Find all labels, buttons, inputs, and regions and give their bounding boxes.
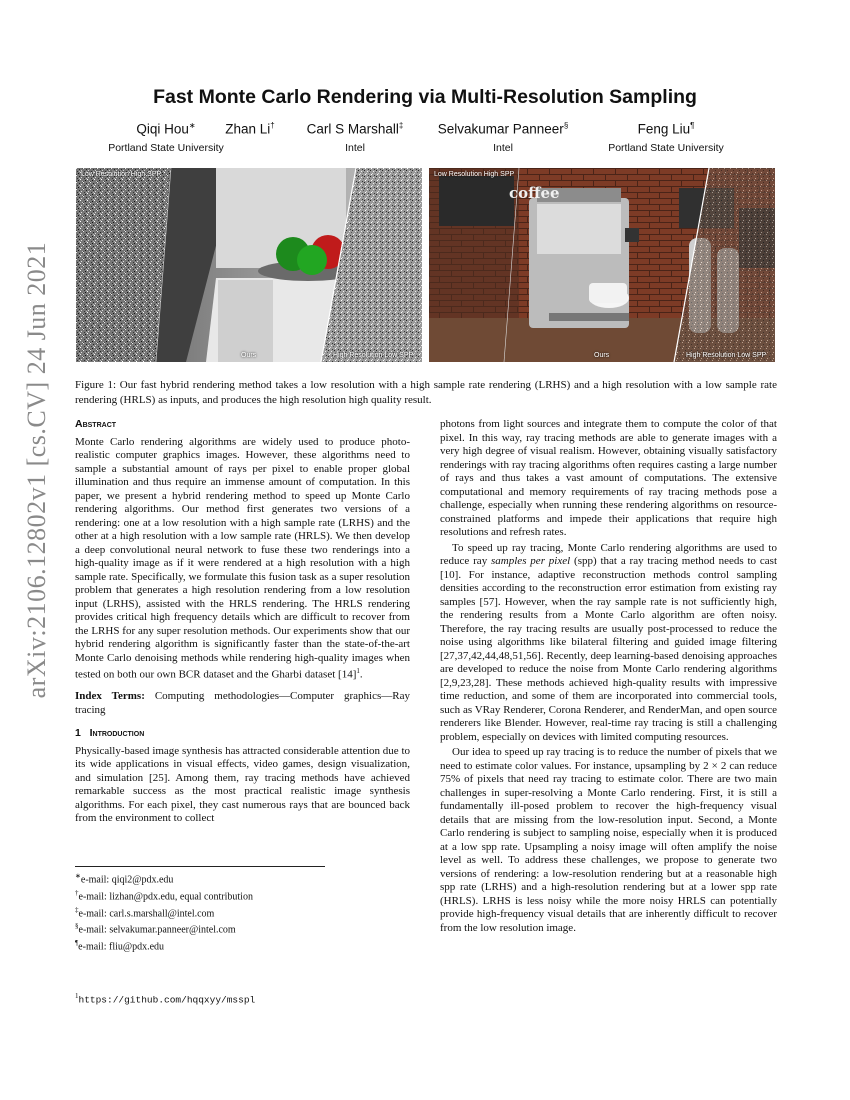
author-name: Zhan Li [225,121,271,137]
author-3: Carl S Marshall‡ Intel [260,121,450,154]
right-column [440,418,777,935]
footnote-item: †e-mail: lizhan@pdx.edu, equal contribution [75,888,253,903]
figure-label-lrhs: Low Resolution High SPP [434,171,515,178]
url-footnote-link[interactable]: https://github.com/hqqxyy/msspl [78,994,256,1006]
author-4: Selvakumar Panneer§ Intel [408,121,598,154]
figure-label-ours: Ours [241,352,257,359]
index-terms: Index Terms: Computing methodologies—Computer graphics—Ray tracing [75,690,410,716]
footnote-item: ¶e-mail: fliu@pdx.edu [75,939,165,953]
left-column [75,418,410,826]
author-2: Zhan Li† [225,121,275,137]
author-5: Feng Liu¶ Portland State University [571,121,761,154]
author-name: Selvakumar Panneer [437,121,564,137]
arxiv-stamp-text: arXiv:2106.12802v1 [cs.CV] 24 Jun 2021 [22,241,51,699]
footnotes [75,870,253,954]
figure-label-ours: Ours [594,352,610,359]
author-affiliation: Portland State University [108,141,224,154]
introduction-paragraph: Physically-based image synthesis has attracted considerable attention due to its wide applications in visual effects, video games, design visualization, and simulation [25]. Among them, ray tracing methods have achieved remarkable success as the most practical realistic image synthesis algorithms. For each pixel, they cast numerous rays that are bounced back from the environment to collect [75,744,410,825]
author-name: Feng Liu [637,121,691,137]
figure-image-left [76,168,422,362]
author-affiliation: Intel [345,141,365,154]
body-paragraph: Our idea to speed up ray tracing is to reduce the number of pixels that we need to estimate color values. For instance, upsampling by 2 × 2 can reduce 75% of pixels that need ray tracing to estimate color. There are two main challenges in super-resolving a Monte Carlo rendering. First, it is still a fundamentally ill-posed problem to recover the high-frequency visual details that are missing from the low-resolution input. Second, a Monte Carlo rendering is subject to sampling noise, especially when it is produced at a low spp rate. Upsampling a noisy image will often amplify the noise level as well. To address these challenges, we propose to generate two versions of rendering: a low-resolution rendering but at a reasonable high spp rate (LRHS) and a high-resolution rendering but at a lower spp rate (HRLS). LRHS is less noisy while the more noisy HRLS can potentially provide high-frequency visual details that are inherently difficult to recover from the low resolution image. [440,746,777,934]
url-footnote: $^1$https://github.com/hqqxyy/msspl [75,992,256,1006]
arxiv-stamp [0,0,60,1100]
author-name: Carl S Marshall [306,121,399,137]
figure-label-lrhs: Low Resolution High SPP [81,171,162,178]
figure-label-hrls: High Resolution Low SPP [333,352,414,359]
figure-caption: Figure 1: Our fast hybrid rendering method takes a low resolution with a high sample rate rendering (LRHS) and a high resolution with a low sample rate rendering (HRLS) as inputs, and produces the high resolution high quality result. [75,379,777,406]
author-affiliation: Intel [493,141,513,154]
abstract-body: Monte Carlo rendering algorithms are widely used to produce photo-realistic computer graphics images. However, these algorithms need to sample a substantial amount of rays per pixel to enable proper global illumination and thus require an immense amount of computation. In this paper, we present a hybrid rendering method to speed up Monte Carlo rendering algorithms. Our method first generates two versions of a rendering: one at a low resolution with a high sample rate (LRHS) and the other at a high resolution with a low sample rate (HRLS). We then develop a deep convolutional neural network to fuse these two renderings into a high-quality image as if it were rendered at a high resolution with a high sample rate. Specifically, we formulate this fusion task as a super resolution problem that generates a high resolution rendering from a low resolution input (LRHS), assisted with the HRLS rendering. The HRLS rendering provides critical high frequency details which are difficult to recover from the LRHS for any super resolution methods. Our experiments show that our hybrid rendering algorithm is significantly faster than the state-of-the-art Monte Carlo denoising methods while rendering high-quality images when tested on both our own BCR dataset and the Gharbi dataset $[14]^1$. [75,435,410,681]
coffee-sign-text: coffee [509,184,560,202]
author-affiliation: Portland State University [608,141,724,154]
abstract-heading: Abstract [75,418,117,430]
introduction-heading: 1 Introduction [75,727,145,740]
footnote-rule [75,866,325,867]
paper-title: Fast Monte Carlo Rendering via Multi-Resolution Sampling [153,86,697,108]
footnote-item: §e-mail: selvakumar.panneer@intel.com [75,922,236,936]
author-1: Qiqi Hou∗ Portland State University [71,121,261,154]
body-paragraph: To speed up ray tracing, Monte Carlo rendering algorithms are used to reduce ray samples per pixel (spp) that a ray tracing method needs to cast [10]. For instance, adaptive reconstruction methods control sampling densities according to the reconstruction error estimation from existing ray samples [57]. However, when the ray sample rate is not sufficiently high, the rendering results from a Monte Carlo algorithm are often noisy. Therefore, the ray tracing results are usually post-processed to reduce the noise using algorithms like bilateral filtering and guided image filtering [27,37,42,44,48,51,56]. Recently, deep learning-based denoising approaches are developed to reduce the noise from Monte Carlo rendering algorithms [2,9,23,28]. These methods achieved high-quality results with impressive time reduction, and some of them are incorporated into commercial tools, such as VRay Renderer, Corona Renderer, and RenderMan, and open source renderers like Blender. However, real-time ray tracing is still a challenging problem, especially on devices with limited computing resources. [440,541,777,743]
figure-label-hrls: High Resolution Low SPP [686,352,767,359]
footnote-item: ‡e-mail: carl.s.marshall@intel.com [75,905,215,919]
figure-image-right [429,168,775,362]
footnote-item: ∗e-mail: qiqi2@pdx.edu [75,872,174,886]
author-name: Qiqi Hou [136,121,189,137]
body-paragraph: photons from light sources and integrate them to compute the color of that pixel. In this way, ray tracing methods are able to generate images with a very high degree of visual realism. However, obtaining visually satisfactory renderings with ray tracing algorithms often requires casting a large number of rays and thus takes a vast amount of computations. The extensive computational and memory requirements of ray tracing methods pose a challenge, especially when running these rendering algorithms on resource-constrained platforms and impede their applications that require high resolutions and refresh rates. [440,418,777,538]
